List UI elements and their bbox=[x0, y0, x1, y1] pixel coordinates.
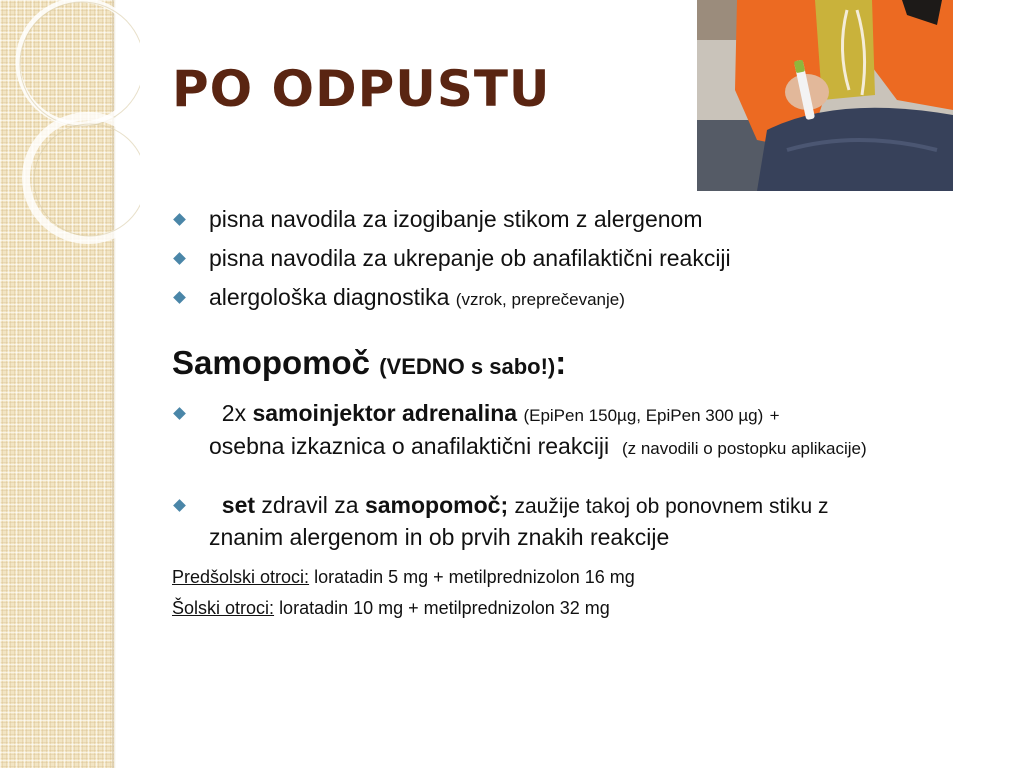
self-help-list bbox=[172, 398, 992, 550]
injector-plus: + bbox=[769, 406, 780, 425]
preschool-label: Predšolski otroci: bbox=[172, 567, 310, 587]
slide-title: PO ODPUSTU bbox=[172, 60, 551, 118]
decorative-rings-icon bbox=[0, 0, 140, 260]
list-item-note: (vzrok, preprečevanje) bbox=[455, 290, 625, 309]
list-item-injector bbox=[172, 398, 992, 490]
bullet-diamond-icon bbox=[173, 213, 186, 226]
bullet-diamond-icon bbox=[173, 407, 186, 420]
injector-detail: (EpiPen 150µg, EpiPen 300 µg) bbox=[523, 406, 764, 425]
set-bold1: set bbox=[221, 492, 256, 518]
preschool-text: loratadin 5 mg + metilprednizolon 16 mg bbox=[314, 567, 635, 587]
school-dosage bbox=[172, 598, 610, 619]
self-help-heading-note: (VEDNO s sabo!) bbox=[379, 354, 556, 379]
bullet-diamond-icon bbox=[173, 291, 186, 304]
self-help-heading-main: Samopomoč bbox=[172, 344, 371, 381]
instructions-list bbox=[172, 202, 992, 319]
epipen-photo bbox=[697, 0, 953, 191]
set-mid: zdravil za bbox=[261, 492, 359, 518]
set-line2: znanim alergenom in ob prvih znakih reakcije bbox=[209, 524, 670, 550]
self-help-heading-colon: : bbox=[555, 344, 567, 381]
list-item-text: alergološka diagnostika bbox=[209, 284, 450, 310]
school-text: loratadin 10 mg + metilprednizolon 32 mg bbox=[279, 598, 610, 618]
injector-prefix: 2x bbox=[221, 400, 247, 426]
bullet-diamond-icon bbox=[173, 252, 186, 265]
list-item-set bbox=[172, 490, 992, 550]
injector-note: (z navodili o postopku aplikacije) bbox=[621, 439, 867, 458]
list-item-text: pisna navodila za ukrepanje ob anafilaktični reakciji bbox=[209, 245, 731, 271]
injector-line2: osebna izkaznica o anafilaktični reakciji bbox=[209, 433, 610, 459]
list-item bbox=[172, 280, 992, 319]
self-help-heading bbox=[172, 343, 566, 387]
school-label: Šolski otroci: bbox=[172, 598, 275, 618]
preschool-dosage bbox=[172, 567, 635, 588]
list-item bbox=[172, 202, 992, 241]
list-item-text: pisna navodila za izogibanje stikom z alergenom bbox=[209, 206, 703, 232]
set-bold2: samopomoč; bbox=[364, 492, 509, 518]
injector-bold: samoinjektor adrenalina bbox=[252, 400, 518, 426]
set-rest: zaužije takoj ob ponovnem stiku z bbox=[514, 495, 829, 518]
bullet-diamond-icon bbox=[173, 499, 186, 512]
list-item bbox=[172, 241, 992, 280]
